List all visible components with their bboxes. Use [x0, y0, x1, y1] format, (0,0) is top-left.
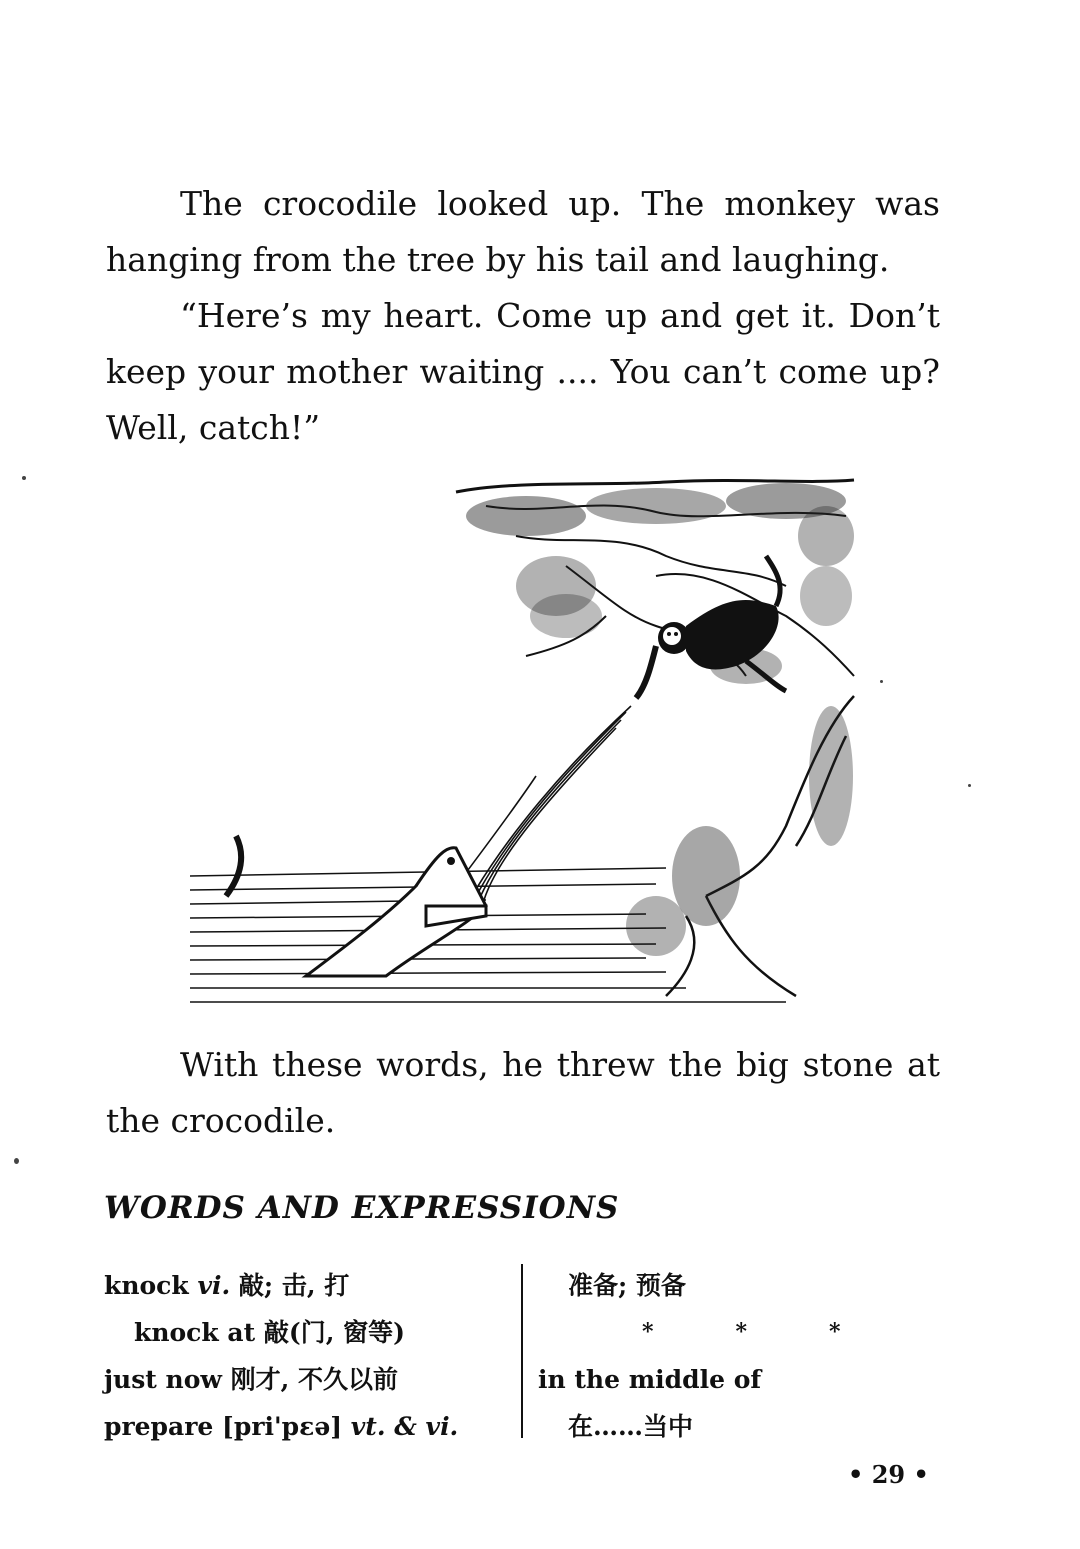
vocab-meaning: 敲; 击, 打: [238, 1271, 350, 1300]
star-separator: *: [735, 1319, 748, 1345]
scan-speck: [22, 476, 26, 480]
column-divider: [521, 1264, 523, 1438]
vocab-part-of-speech: vt. & vi.: [350, 1412, 459, 1441]
vocab-word: just now: [104, 1365, 222, 1394]
scan-speck: [14, 1158, 19, 1164]
vocab-meaning: 在……当中: [568, 1412, 694, 1441]
monkey-crocodile-illustration: [186, 476, 856, 1016]
scan-speck: [880, 680, 883, 683]
vocab-word: knock: [104, 1271, 189, 1300]
star-separator: *: [829, 1319, 841, 1345]
vocab-entry: [104, 1403, 514, 1450]
vocab-entry: [104, 1262, 514, 1309]
vocab-part-of-speech: vi.: [197, 1271, 231, 1300]
vocabulary-right-column: [538, 1262, 868, 1450]
vocab-word: knock at: [134, 1318, 256, 1347]
vocab-word: prepare [pri'pεə]: [104, 1412, 343, 1441]
story-paragraph: “Here’s my heart. Come up and get it. Don’t keep your mother waiting .... You can’t come up? Well, catch!”: [106, 296, 940, 447]
scan-speck: [968, 784, 971, 787]
vocab-word: in the middle of: [538, 1365, 762, 1394]
vocab-meaning: 刚才, 不久以前: [230, 1365, 399, 1394]
section-heading: WORDS AND EXPRESSIONS: [104, 1190, 620, 1226]
star-separator: *: [642, 1319, 654, 1345]
vocabulary-left-column: [104, 1262, 514, 1450]
story-paragraph: With these words, he threw the big stone at the crocodile.: [106, 1045, 940, 1140]
story-paragraph: The crocodile looked up. The monkey was hanging from the tree by his tail and laughing.: [106, 184, 940, 279]
page-number: • 29 •: [848, 1460, 929, 1489]
vocab-entry: [104, 1309, 514, 1356]
section-separator: [538, 1309, 868, 1356]
vocab-meaning-continued: 准备; 预备: [568, 1271, 686, 1300]
vocab-entry: [104, 1356, 514, 1403]
vocab-meaning: 敲(门, 窗等): [263, 1318, 405, 1347]
